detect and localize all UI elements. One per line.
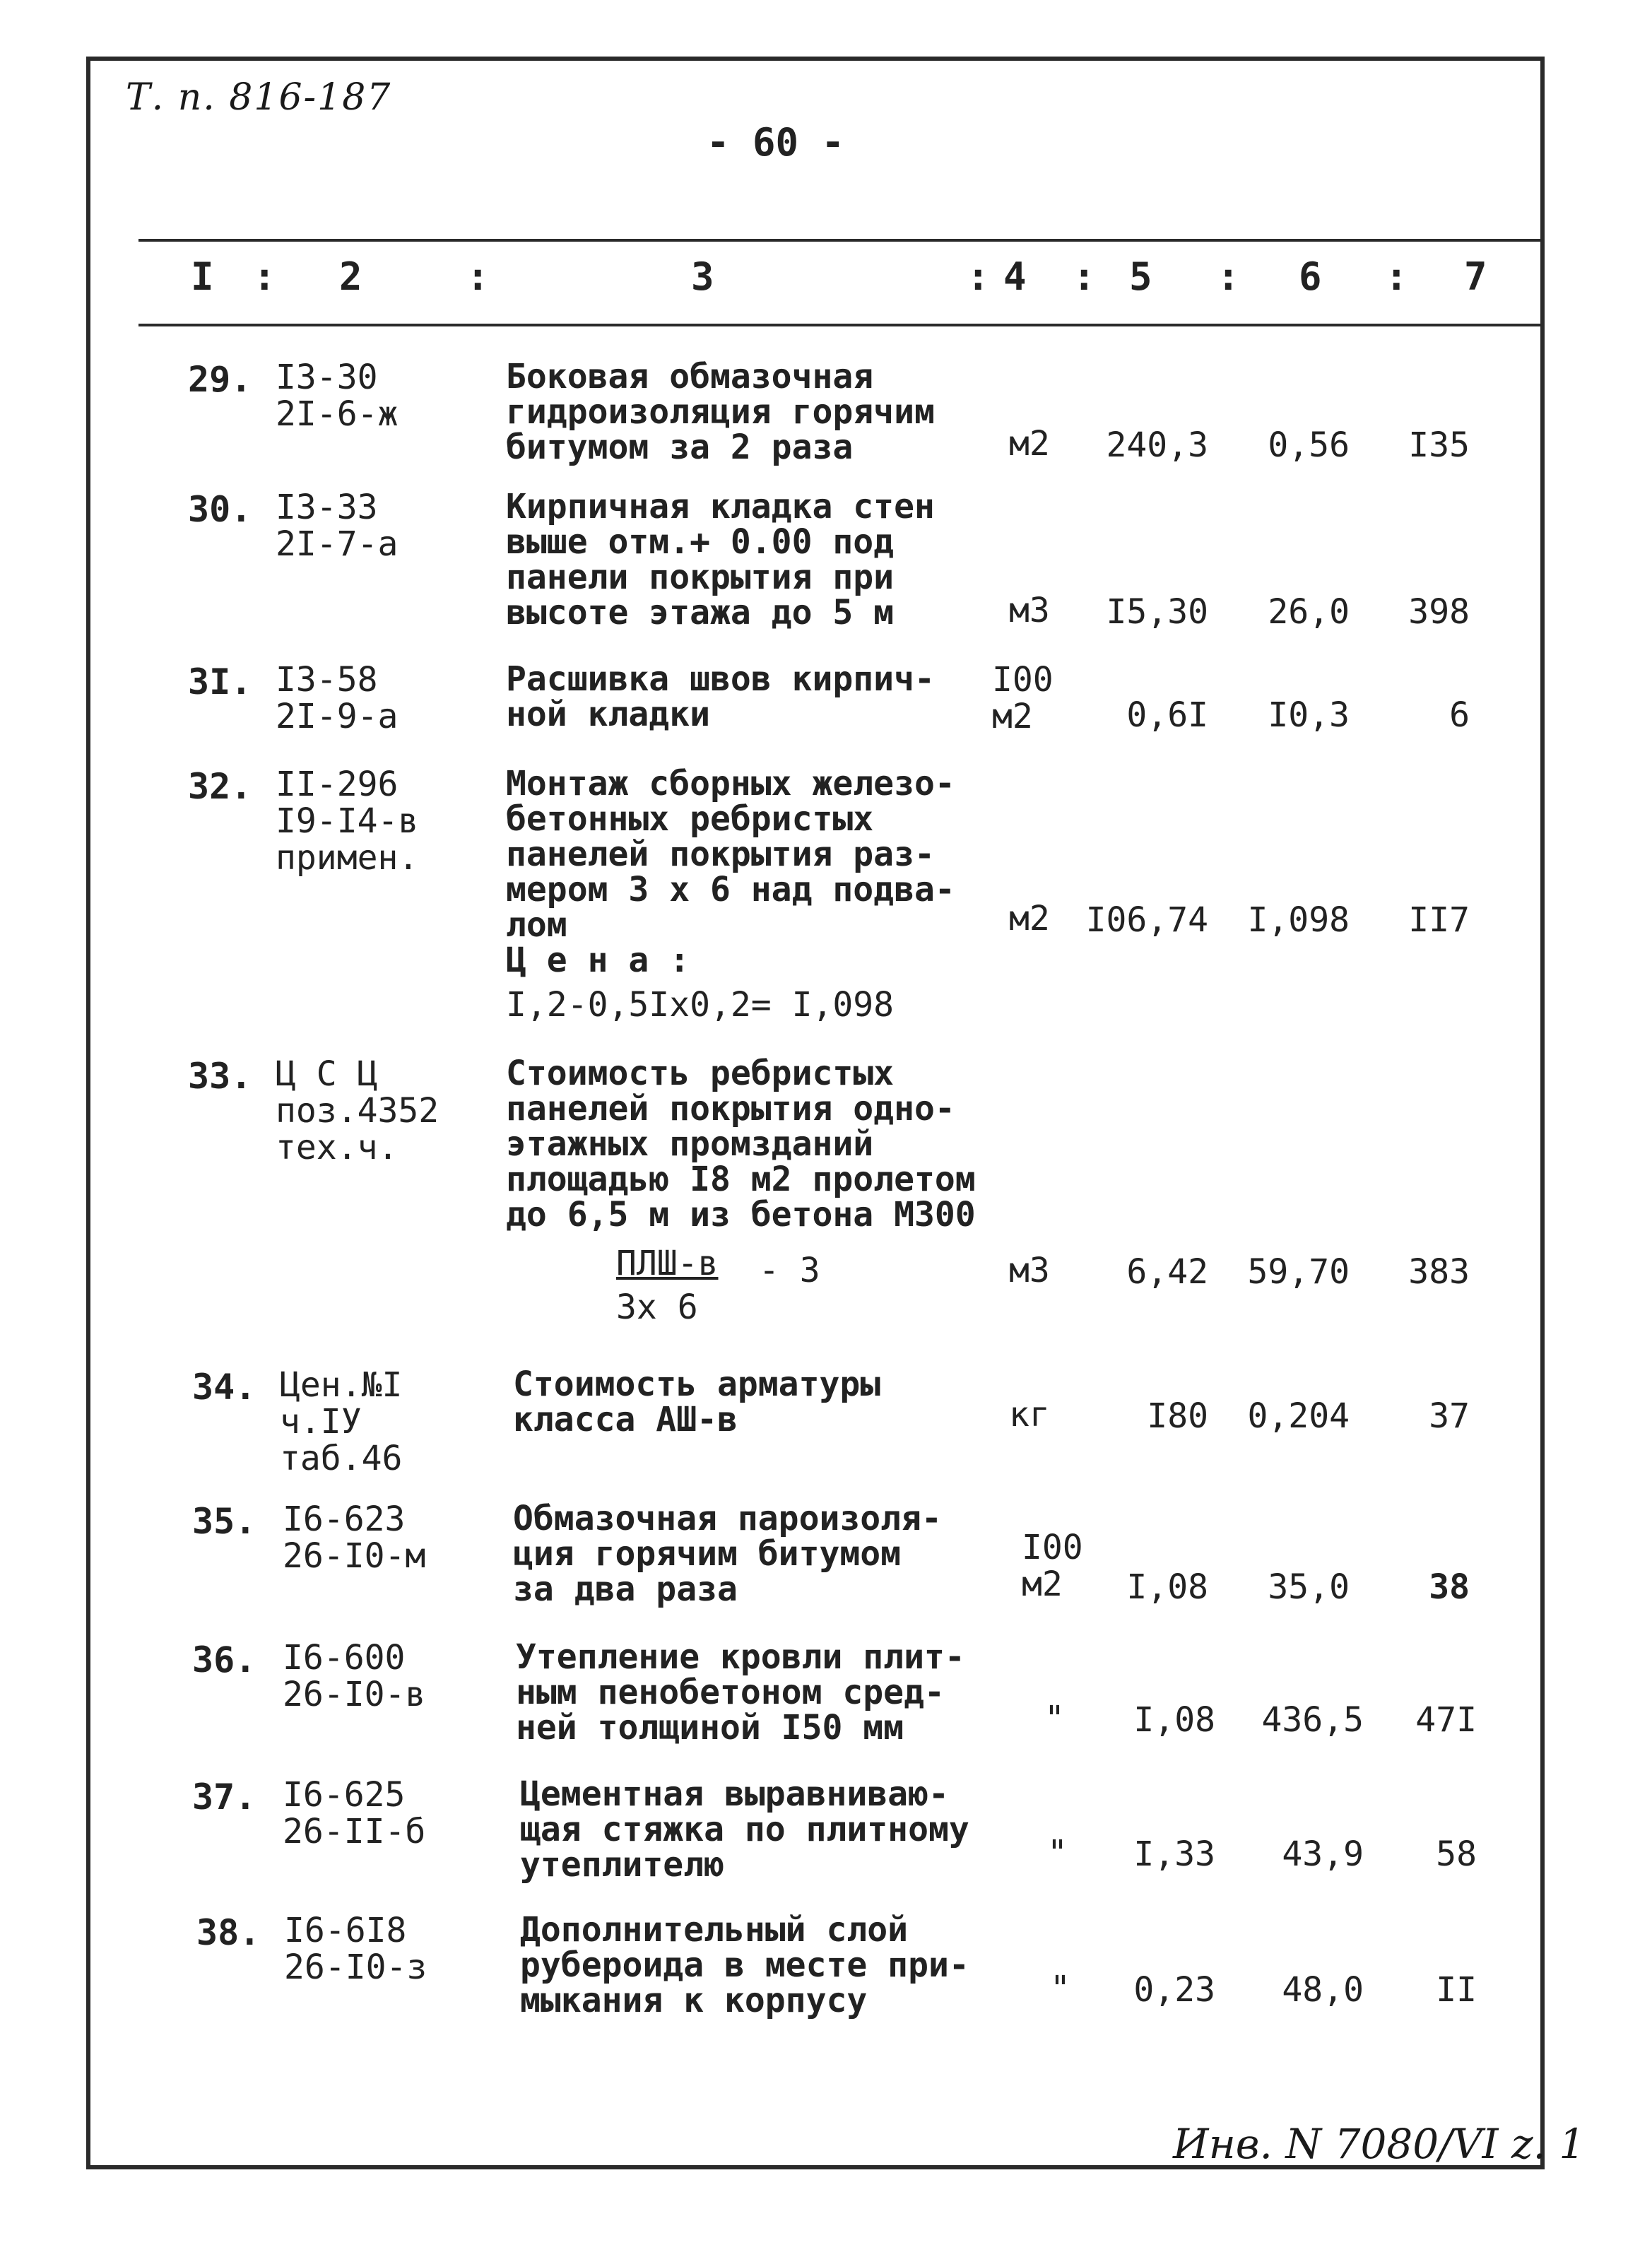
row-unit: м3	[1009, 591, 1050, 630]
row-number: 36.	[192, 1639, 256, 1680]
row-code: I3-33 2I-7-а	[276, 488, 399, 564]
fraction-suffix: - 3	[759, 1251, 820, 1290]
page-number: - 60 -	[707, 120, 845, 165]
row-code: Ц С Ц поз.4352 тех.ч.	[276, 1054, 439, 1167]
row-unit: м2	[1009, 899, 1050, 938]
row-total: II	[1436, 1970, 1477, 2010]
row-description: Расшивка швов кирпич- ной кладки	[506, 659, 935, 734]
col-separator: :	[967, 254, 990, 299]
fraction-numerator: ПЛШ-в	[616, 1244, 719, 1283]
row-unit: "	[1047, 1833, 1068, 1873]
fraction-denominator: 3х 6	[616, 1288, 698, 1327]
col-separator: :	[466, 254, 490, 299]
row-code: I3-58 2I-9-а	[276, 660, 399, 736]
row-total: 398	[1408, 592, 1470, 632]
row-price: 59,70	[1247, 1252, 1350, 1292]
row-number: 37.	[192, 1776, 256, 1817]
row-description: Боковая обмазочная гидроизоляция горячим битумом за 2 раза	[506, 357, 935, 467]
col-separator: :	[253, 254, 276, 299]
row-total: 383	[1408, 1252, 1470, 1292]
row-number: 3I.	[188, 661, 252, 702]
row-unit: "	[1044, 1699, 1065, 1738]
col-separator: :	[1073, 254, 1096, 299]
row-description: Стоимость ребристых панелей покрытия одно- этажных промзданий площадью I8 м2 пролетом до 6,5 м из бетона М300	[506, 1054, 976, 1235]
row-quantity: I,08	[1126, 1567, 1208, 1607]
row-quantity: 6,42	[1126, 1252, 1208, 1292]
row-code: I3-30 2I-6-ж	[276, 358, 399, 434]
col-separator: :	[1217, 254, 1240, 299]
row-code: Цен.№I ч.IУ таб.46	[280, 1365, 403, 1478]
row-description: Кирпичная кладка стен выше отм.+ 0.00 под панели покрытия при высоте этажа до 5 м	[506, 487, 935, 632]
row-price: 0,56	[1268, 425, 1350, 465]
row-unit: I00 м2	[1022, 1528, 1083, 1604]
row-total: 47I	[1415, 1700, 1477, 1740]
row-quantity: 240,3	[1106, 425, 1208, 465]
row-price: 43,9	[1282, 1834, 1364, 1874]
row-unit: м3	[1009, 1251, 1050, 1290]
row-price: 436,5	[1261, 1700, 1364, 1740]
inventory-number: Инв. N 7080/VI z. 1	[1173, 2120, 1586, 2168]
row-description: Обмазочная пароизоля- ция горячим битумом за два раза	[513, 1499, 942, 1609]
row-number: 30.	[188, 489, 252, 530]
row-description: Цементная выравниваю- щая стяжка по плитному утеплителю	[520, 1774, 969, 1885]
row-quantity: I,08	[1133, 1700, 1215, 1740]
row-total: 58	[1436, 1834, 1477, 1874]
row-number: 35.	[192, 1501, 256, 1542]
row-number: 34.	[192, 1367, 256, 1408]
row-number: 33.	[188, 1056, 252, 1097]
row-quantity: I5,30	[1106, 592, 1208, 632]
row-price: 26,0	[1268, 592, 1350, 632]
row-quantity: I06,74	[1085, 900, 1208, 940]
header-bottom-rule	[138, 324, 1545, 326]
row-unit: кг	[1009, 1395, 1050, 1434]
row-code: I6-600 26-I0-в	[283, 1638, 426, 1714]
row-description: Утепление кровли плит- ным пенобетоном сред- ней толщиной I50 мм	[516, 1637, 965, 1748]
row-unit: I00 м2	[992, 660, 1054, 736]
row-code: I6-6I8 26-I0-з	[284, 1911, 427, 1987]
row-number: 38.	[196, 1912, 261, 1953]
row-price: 35,0	[1268, 1567, 1350, 1607]
row-price: I,098	[1247, 900, 1350, 940]
row-total: 37	[1429, 1396, 1470, 1436]
col-1: I	[191, 254, 214, 299]
col-5: 5	[1129, 254, 1152, 299]
row-price: I0,3	[1268, 695, 1350, 735]
row-quantity: 0,23	[1133, 1970, 1215, 2010]
header-top-rule	[138, 239, 1545, 242]
row-code: II-296 I9-I4-в примен.	[276, 765, 419, 878]
col-7: 7	[1464, 254, 1487, 299]
row-quantity: 0,6I	[1126, 695, 1208, 735]
row-total: I35	[1408, 425, 1470, 465]
row-price: 0,204	[1247, 1396, 1350, 1436]
row-total: 38	[1429, 1567, 1470, 1607]
row-description: Стоимость арматуры класса АШ-в	[513, 1365, 881, 1439]
row-total: 6	[1449, 695, 1470, 735]
row-unit: м2	[1009, 424, 1050, 464]
row-description: Дополнительный слой рубероида в месте при- мыкания к корпусу	[520, 1910, 969, 2020]
row-quantity: I80	[1147, 1396, 1208, 1436]
row-description: Монтаж сборных железо- бетонных ребристых панелей покрытия раз- мером 3 х 6 над подва- лом Ц е н а :	[506, 764, 955, 980]
row-total: II7	[1408, 900, 1470, 940]
price-formula: I,2-0,5Iх0,2= I,098	[506, 985, 895, 1025]
row-number: 32.	[188, 766, 252, 807]
row-code: I6-625 26-II-б	[283, 1775, 426, 1851]
row-quantity: I,33	[1133, 1834, 1215, 1874]
document-code: Т. п. 816-187	[126, 76, 392, 119]
row-number: 29.	[188, 359, 252, 400]
row-price: 48,0	[1282, 1970, 1364, 2010]
col-2: 2	[339, 254, 362, 299]
col-4: 4	[1003, 254, 1027, 299]
col-3: 3	[691, 254, 714, 299]
col-separator: :	[1385, 254, 1408, 299]
col-6: 6	[1299, 254, 1322, 299]
row-code: I6-623 26-I0-м	[283, 1499, 426, 1576]
row-unit: "	[1050, 1969, 1070, 2008]
